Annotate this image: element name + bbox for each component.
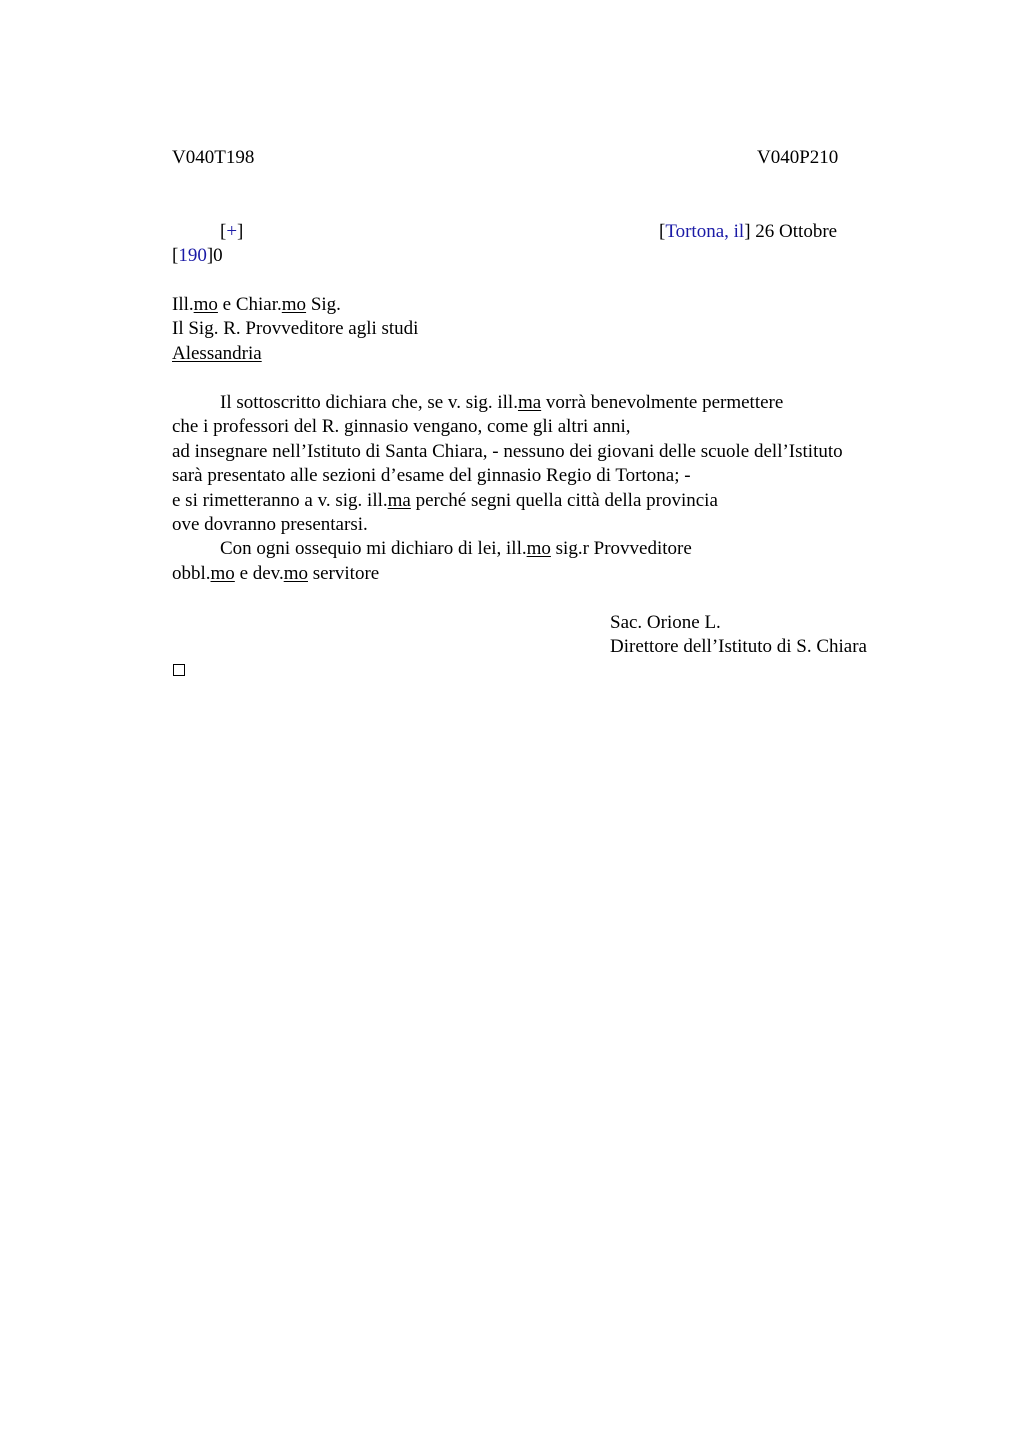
- text: e dev.: [234, 563, 284, 584]
- dateline: [659, 220, 837, 244]
- abbrev: mo: [281, 294, 307, 315]
- cross-marker: [220, 220, 243, 244]
- body-line: sarà presentato alle sezioni d’esame del ginnasio Regio di Tortona; -: [172, 465, 691, 486]
- abbrev: mo: [283, 563, 308, 584]
- text: vorrà benevolmente permettere: [541, 392, 784, 413]
- bracket: [: [659, 221, 666, 242]
- text: Ill.: [172, 294, 194, 315]
- body-line: [220, 391, 783, 415]
- closing-line: [220, 537, 692, 561]
- recipient: Il Sig. R. Provveditore agli studi: [172, 318, 419, 339]
- bracket: ]: [237, 221, 244, 242]
- text: e Chiar.: [217, 294, 282, 315]
- bracket: ]: [744, 221, 751, 242]
- text: servitore: [307, 563, 380, 584]
- cross-insert: +: [226, 221, 238, 242]
- text: e si rimetteranno a v. sig. ill.: [172, 490, 388, 511]
- year-insert: 190: [178, 245, 207, 266]
- abbrev: ma: [387, 490, 411, 511]
- recipient-city: Alessandria: [172, 343, 262, 364]
- salutation: [172, 293, 341, 317]
- bracket: ]: [206, 245, 214, 266]
- abbrev: mo: [210, 563, 235, 584]
- body-line: che i professori del R. ginnasio vengano, come gli altri anni,: [172, 416, 631, 437]
- right-code: V040P210: [757, 147, 839, 168]
- abbrev: mo: [526, 538, 551, 559]
- closing-line: [172, 562, 379, 586]
- year-line: [172, 244, 223, 268]
- text: Con ogni ossequio mi dichiaro di lei, ill.: [220, 538, 527, 559]
- text: perché segni quella città della provincia: [410, 490, 718, 511]
- abbrev: ma: [517, 392, 542, 413]
- body-line: ad insegnare nell’Istituto di Santa Chiara, - nessuno dei giovani delle scuole dell’Istituto: [172, 441, 843, 462]
- signature-title: Direttore dell’Istituto di S. Chiara: [610, 636, 867, 657]
- signature-name: Sac. Orione L.: [610, 612, 721, 633]
- place-insert: Tortona, il: [665, 221, 745, 242]
- date-text: 26 Ottobre: [750, 221, 838, 242]
- text: sig.r Provveditore: [550, 538, 692, 559]
- text: Il sottoscritto dichiara che, se v. sig. ill.: [220, 392, 518, 413]
- abbrev: mo: [193, 294, 218, 315]
- checkbox-icon: [173, 664, 185, 676]
- bracket: [: [172, 245, 179, 266]
- left-code: V040T198: [172, 147, 255, 168]
- body-line: [172, 489, 718, 513]
- body-line: ove dovranno presentarsi.: [172, 514, 368, 535]
- text: Sig.: [306, 294, 341, 315]
- bracket: [: [220, 221, 227, 242]
- text: obbl.: [172, 563, 211, 584]
- year-suffix: 0: [213, 245, 223, 266]
